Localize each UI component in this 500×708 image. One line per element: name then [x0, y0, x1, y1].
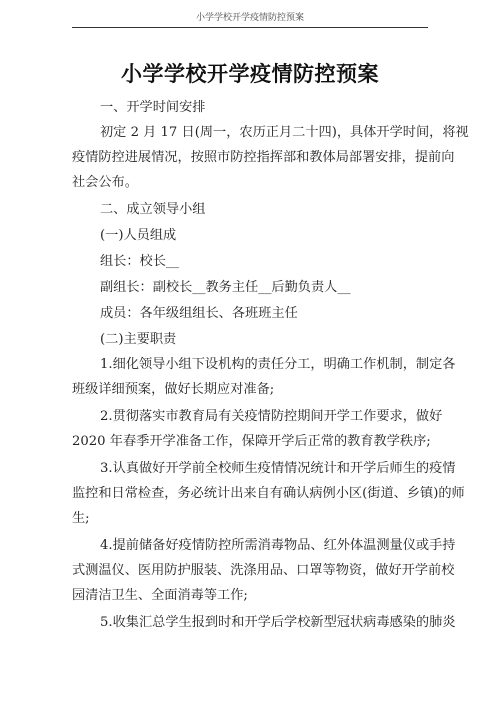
paragraph-line: 组长：校长__	[100, 254, 180, 269]
paragraph-line: 3.认真做好开学前全校师生疫情情况统计和开学后师生的疫情	[100, 461, 456, 476]
paragraph-line: 5.收集汇总学生报到时和开学后学校新型冠状病毒感染的肺炎	[100, 615, 456, 630]
paragraph-line: 疫情防控进展情况，按照市防控指挥部和教体局部署安排，提前向	[72, 150, 455, 165]
section-heading-leadership: 二、成立领导小组	[100, 202, 206, 217]
paragraph-line: 式测温仪、医用防护服装、洗涤用品、口罩等物资，做好开学前校	[72, 563, 455, 578]
running-header: 小学学校开学疫情防控预案	[195, 13, 304, 23]
paragraph-line: 园清洁卫生、全面消毒等工作;	[72, 588, 248, 603]
paragraph-line: 监控和日常检查，务必统计出来自有确认病例小区(街道、乡镇)的师	[72, 486, 465, 501]
header-divider	[72, 27, 428, 28]
paragraph-line: 生;	[72, 511, 90, 526]
paragraph-line: 成员：各年级组组长、各班班主任	[100, 306, 298, 321]
subsection-heading-duties: (二)主要职责	[100, 332, 177, 347]
document-title: 小学学校开学疫情防控预案	[121, 61, 379, 86]
paragraph-line: 1.细化领导小组下设机构的责任分工，明确工作机制，制定各	[100, 357, 456, 372]
paragraph-line: 初定 2 月 17 日(周一，农历正月二十四)，具体开学时间，将视	[100, 125, 469, 140]
paragraph-line: 4.提前储备好疫情防控所需消毒物品、红外体温测量仪或手持	[100, 538, 456, 553]
subsection-heading-members: (一)人员组成	[100, 228, 177, 243]
paragraph-line: 2.贯彻落实市教育局有关疫情防控期间开学工作要求，做好	[100, 409, 443, 424]
section-heading-schedule: 一、开学时间安排	[100, 100, 206, 115]
paragraph-line: 副组长：副校长__教务主任__后勤负责人__	[100, 280, 351, 295]
paragraph-line: 社会公布。	[72, 175, 138, 190]
paragraph-line: 班级详细预案，做好长期应对准备;	[72, 382, 275, 397]
paragraph-line: 2020 年春季开学准备工作，保障开学后正常的教育教学秩序;	[72, 434, 431, 449]
